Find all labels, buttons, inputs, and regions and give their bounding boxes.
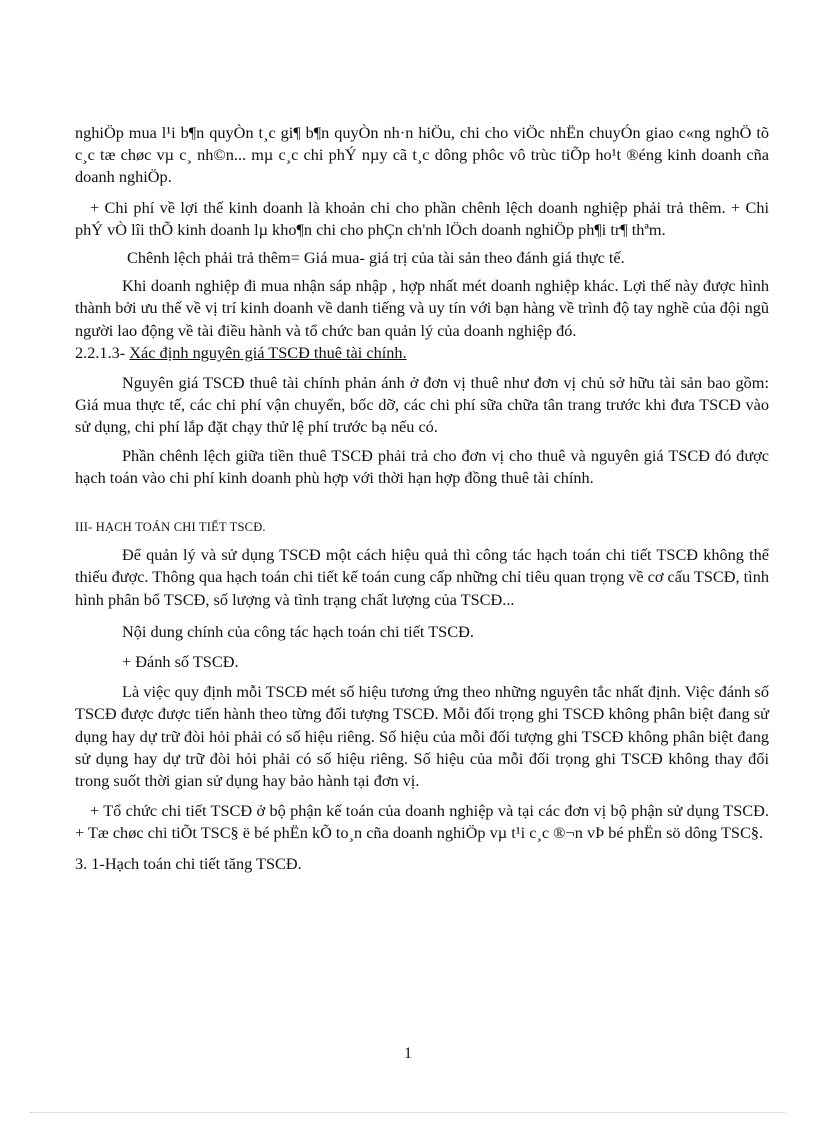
paragraph-main-content: Nội dung chính của công tác hạch toán chi tiết TSCĐ. xyxy=(122,621,474,641)
section-heading-31: 3. 1-Hạch toán chi tiết tăng TSCĐ. xyxy=(75,853,302,873)
paragraph-goodwill-cost: + Chi phí về lợi thế kinh doanh là khoản chi cho phần chênh lệch doanh nghiệp phải trả thêm. + Chi phÝ vÒ lîi thÕ kinh doanh lµ kho¶n chi cho phÇn ch'nh lÖch doanh nghiÖp ph¶i tr¶ thªm. xyxy=(75,197,769,239)
page-number: 1 xyxy=(404,1045,412,1062)
paragraph-lease-difference: Phần chênh lệch giữa tiền thuê TSCĐ phải trả cho đơn vị cho thuê và nguyên giá TSCĐ đó được hạch toán vào chi phí kinh doanh phù hợp với thời hạn hợp đồng thuê tài chính. xyxy=(75,445,769,487)
section-title: Xác định nguyên giá TSCĐ thuê tài chính. xyxy=(129,342,407,362)
section-number: 2.2.1.3- xyxy=(75,342,126,362)
page-bottom-divider xyxy=(30,1112,786,1113)
paragraph-intangible-costs: nghiÖp mua l¹i b¶n quyÒn t¸c gi¶ b¶n quyÒn nh·n hiÖu, chi cho viÖc nhËn chuyÓn giao c«ng nghÖ tõ c¸c tæ chøc vµ c¸ nh©n... mµ c¸c chi phÝ nµy cã t¸c dông phôc vô trùc tiÕp ho¹t ®éng kinh doanh cña doanh nghiÖp. xyxy=(75,123,769,187)
paragraph-organization: + Tổ chức chi tiết TSCĐ ở bộ phận kế toán của doanh nghiệp và tại các đơn vị bộ phận sử dụng TSCĐ. + Tæ chøc chi tiÕt TSC§ ë bé phËn kÕ to¸n cña doanh nghiÖp vµ t¹i c¸c ®¬n vÞ bé phËn sö dông TSC§. xyxy=(75,801,769,843)
section-heading-2213 xyxy=(75,342,769,364)
section-heading-iii: III- HẠCH TOÁN CHI TIẾT TSCĐ. xyxy=(75,520,266,535)
paragraph-difference-formula: Chênh lệch phải trả thêm= Giá mua- giá trị của tài sản theo đánh giá thực tế. xyxy=(127,248,625,268)
document-page xyxy=(75,122,769,875)
paragraph-numbering-rule: Là việc quy định mỗi TSCĐ mét số hiệu tương ứng theo những nguyên tắc nhất định. Việc đánh số TSCĐ được được tiến hành theo từng đối tượng TSCĐ. Mỗi đối trọng ghi TSCĐ không phân biệt đang sử dụng hay dự trữ đòi hỏi phải có số hiệu riêng. Số hiệu của mỗi đối tượng ghi TSCĐ không phân biệt đang sử dụng hay dự trữ đòi hỏi phải có số hiệu riêng. Số hiệu của mỗi đối trọng ghi TSCĐ không thay đổi trong suốt thời gian sử dụng hay bảo hành tại đơn vị. xyxy=(75,682,769,791)
paragraph-detail-accounting: Để quản lý và sử dụng TSCĐ một cách hiệu quả thì công tác hạch toán chi tiết TSCĐ không thể thiếu được. Thông qua hạch toán chi tiết kế toán cung cấp những chỉ tiêu quan trọng về cơ cấu TSCĐ, tình hình phân bổ TSCĐ, số lượng và tình trạng chất lượng của TSCĐ... xyxy=(75,545,769,609)
paragraph-merger: Khi doanh nghiệp đi mua nhận sáp nhập , hợp nhất mét doanh nghiệp khác. Lợi thế này được hình thành bởi ưu thế về vị trí kinh doanh về danh tiếng và uy tín với bạn hàng về trình độ tay nghề của đội ngũ người lao động về tài điều hành và tổ chức ban quản lý của doanh nghiệp đó. xyxy=(75,276,769,340)
paragraph-finance-lease-cost: Nguyên giá TSCĐ thuê tài chính phản ánh ở đơn vị thuê như đơn vị chủ sở hữu tài sản bao gồm: Giá mua thực tế, các chi phí vận chuyển, bốc dỡ, các chi phí sữa chữa tân trang trước khi đưa TSCĐ vào sử dụng, chi phí lắp đặt chạy thử lệ phí trước bạ nếu có. xyxy=(75,373,769,437)
paragraph-numbering-heading: + Đánh số TSCĐ. xyxy=(122,652,239,672)
